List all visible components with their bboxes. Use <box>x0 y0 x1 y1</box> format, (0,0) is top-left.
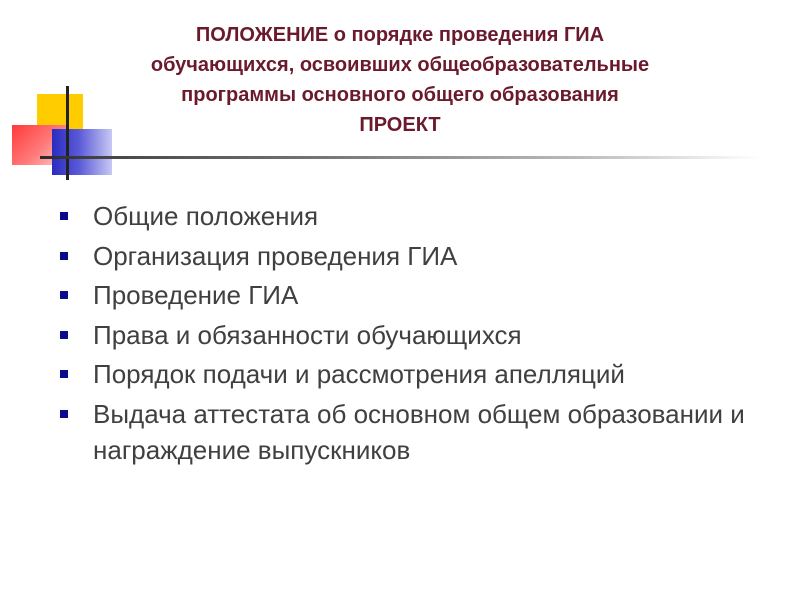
square-bullet-icon <box>60 212 68 220</box>
list-item-text: Права и обязанности обучающихся <box>93 319 522 350</box>
title-underline <box>40 156 760 159</box>
square-bullet-icon <box>60 410 68 418</box>
list-item-text: Выдача аттестата об основном общем образовании и награждение выпускников <box>93 398 745 465</box>
list-item <box>60 356 760 392</box>
list-item <box>60 238 760 274</box>
list-item <box>60 396 760 468</box>
title-line-2: обучающихся, освоивших общеобразовательные <box>150 54 650 76</box>
square-bullet-icon <box>60 291 68 299</box>
list-item <box>60 277 760 313</box>
square-bullet-icon <box>60 252 68 260</box>
title-line-1: ПОЛОЖЕНИЕ о порядке проведения ГИА <box>195 24 605 46</box>
square-bullet-icon <box>60 331 68 339</box>
square-bullet-icon <box>60 370 68 378</box>
list-item-text: Проведение ГИА <box>93 280 299 310</box>
title-line-3: программы основного общего образования <box>181 84 619 106</box>
list-item-text: Организация проведения ГИА <box>93 240 458 271</box>
title-line-4: ПРОЕКТ <box>359 114 441 136</box>
list-item <box>60 198 760 234</box>
list-item <box>60 317 760 353</box>
vertical-divider-line <box>66 86 69 180</box>
slide-title <box>70 20 730 140</box>
bullet-list <box>60 198 760 471</box>
list-item-text: Общие положения <box>93 201 319 231</box>
list-item-text: Порядок подачи и рассмотрения апелляций <box>93 359 625 389</box>
